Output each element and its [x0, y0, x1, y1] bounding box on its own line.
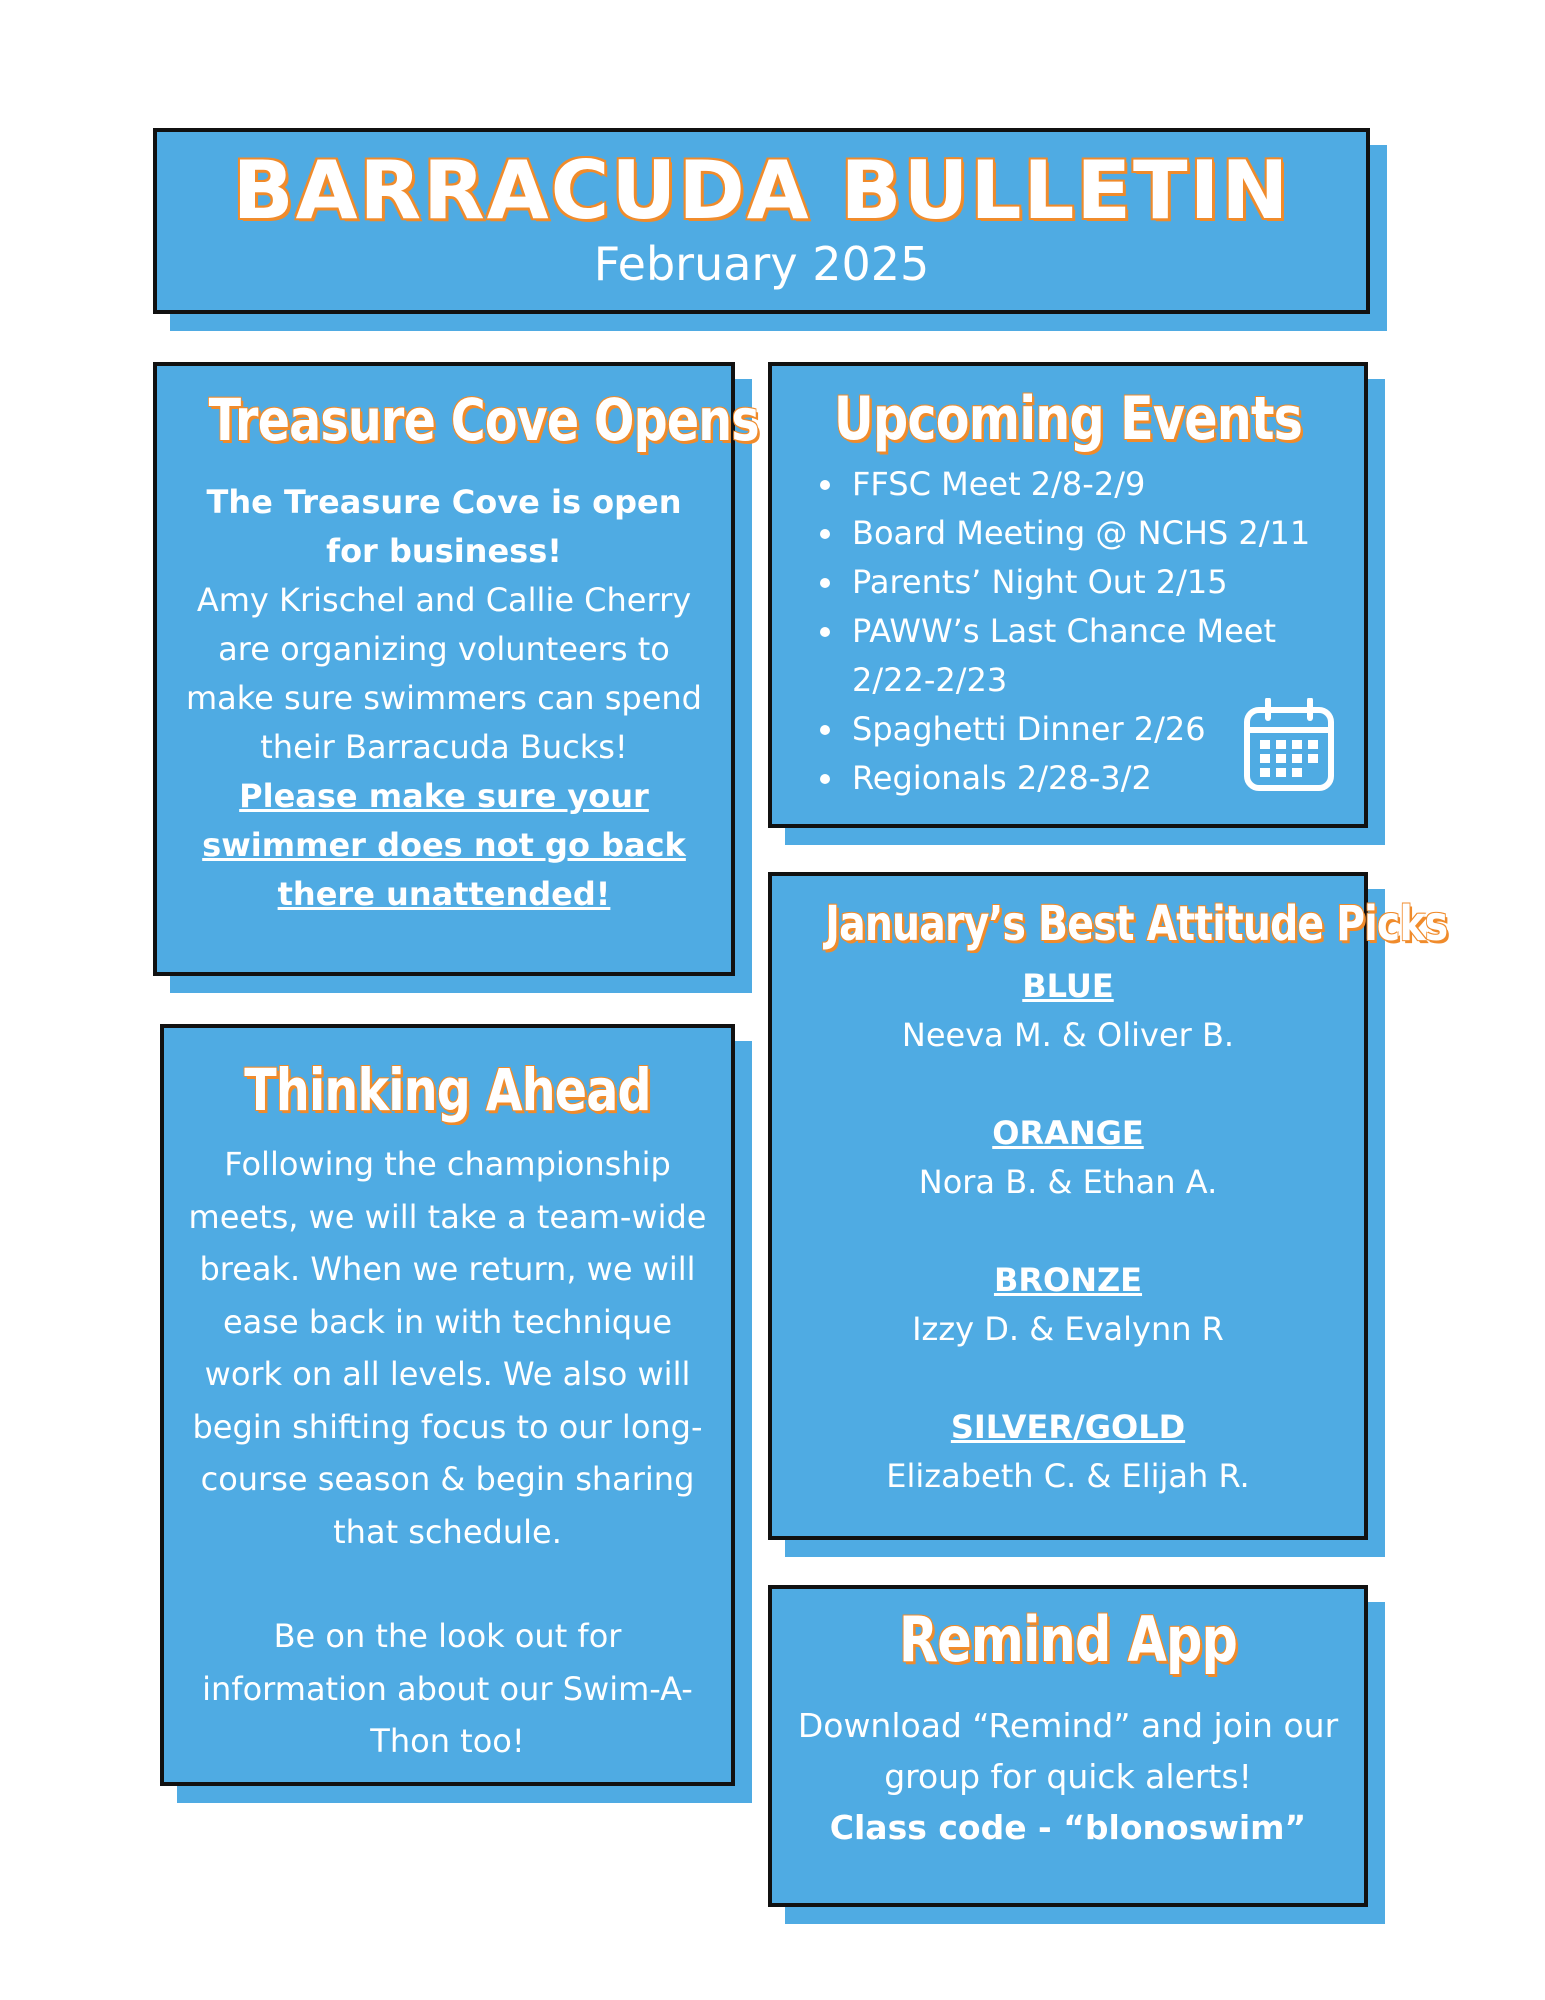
- attitude-picks-heading: January’s Best Attitude Picks: [825, 896, 1448, 952]
- event-item: Spaghetti Dinner 2/26: [814, 705, 1364, 754]
- pick-level: SILVER/GOLD: [950, 1408, 1186, 1446]
- pick-names: Elizabeth C. & Elijah R.: [886, 1457, 1250, 1495]
- event-item: FFSC Meet 2/8-2/9: [814, 460, 1364, 509]
- pick-names: Neeva M. & Oliver B.: [901, 1016, 1235, 1054]
- upcoming-events-section: [768, 362, 1368, 828]
- treasure-cove-heading: Treasure Cove Opens: [208, 386, 759, 454]
- treasure-cove-section: [153, 362, 759, 976]
- pick-group: [772, 1256, 1364, 1354]
- treasure-cove-body: Amy Krischel and Callie Cherry are organizing volunteers to make sure swimmers can spend their Barracuda Bucks!: [186, 581, 702, 766]
- remind-app-body: Download “Remind” and join our group for quick alerts!: [797, 1706, 1339, 1796]
- bulletin-date: February 2025: [593, 237, 930, 291]
- pick-names: Izzy D. & Evalynn R: [912, 1310, 1224, 1348]
- bulletin-title: BARRACUDA BULLETIN: [232, 144, 1291, 237]
- thinking-ahead-paragraph: Be on the look out for information about our Swim-A-Thon too!: [202, 1617, 693, 1760]
- pick-names: Nora B. & Ethan A.: [918, 1163, 1218, 1201]
- remind-app-section: [768, 1585, 1368, 1907]
- pick-group: [772, 1109, 1364, 1207]
- calendar-icon: [1242, 698, 1336, 792]
- pick-group: [772, 962, 1364, 1060]
- remind-class-code: Class code - “blonoswim”: [829, 1808, 1307, 1847]
- thinking-ahead-section: [160, 1024, 735, 1786]
- thinking-ahead-paragraph: Following the championship meets, we will take a team-wide break. When we return, we will ease back in with technique work on all levels. We also will begin shifting focus to our long-course season & begin sharing that schedule.: [188, 1145, 707, 1551]
- event-item: Regionals 2/28-3/2: [814, 754, 1364, 803]
- pick-group: [772, 1403, 1364, 1501]
- upcoming-events-heading: Upcoming Events: [833, 384, 1303, 454]
- treasure-cove-lead: The Treasure Cove is open for business!: [206, 483, 682, 570]
- attitude-picks-section: [768, 872, 1448, 1540]
- event-item: Board Meeting @ NCHS 2/11: [814, 509, 1364, 558]
- pick-level: BRONZE: [993, 1261, 1143, 1299]
- pick-level: ORANGE: [992, 1114, 1144, 1152]
- thinking-ahead-heading: Thinking Ahead: [244, 1056, 651, 1124]
- pick-level: BLUE: [1022, 967, 1114, 1005]
- masthead: [153, 128, 1370, 314]
- remind-app-heading: Remind App: [898, 1603, 1238, 1676]
- event-item: PAWW’s Last Chance Meet 2/22-2/23: [814, 607, 1364, 705]
- event-item: Parents’ Night Out 2/15: [814, 558, 1364, 607]
- treasure-cove-warning: Please make sure your swimmer does not go back there unattended!: [202, 777, 686, 913]
